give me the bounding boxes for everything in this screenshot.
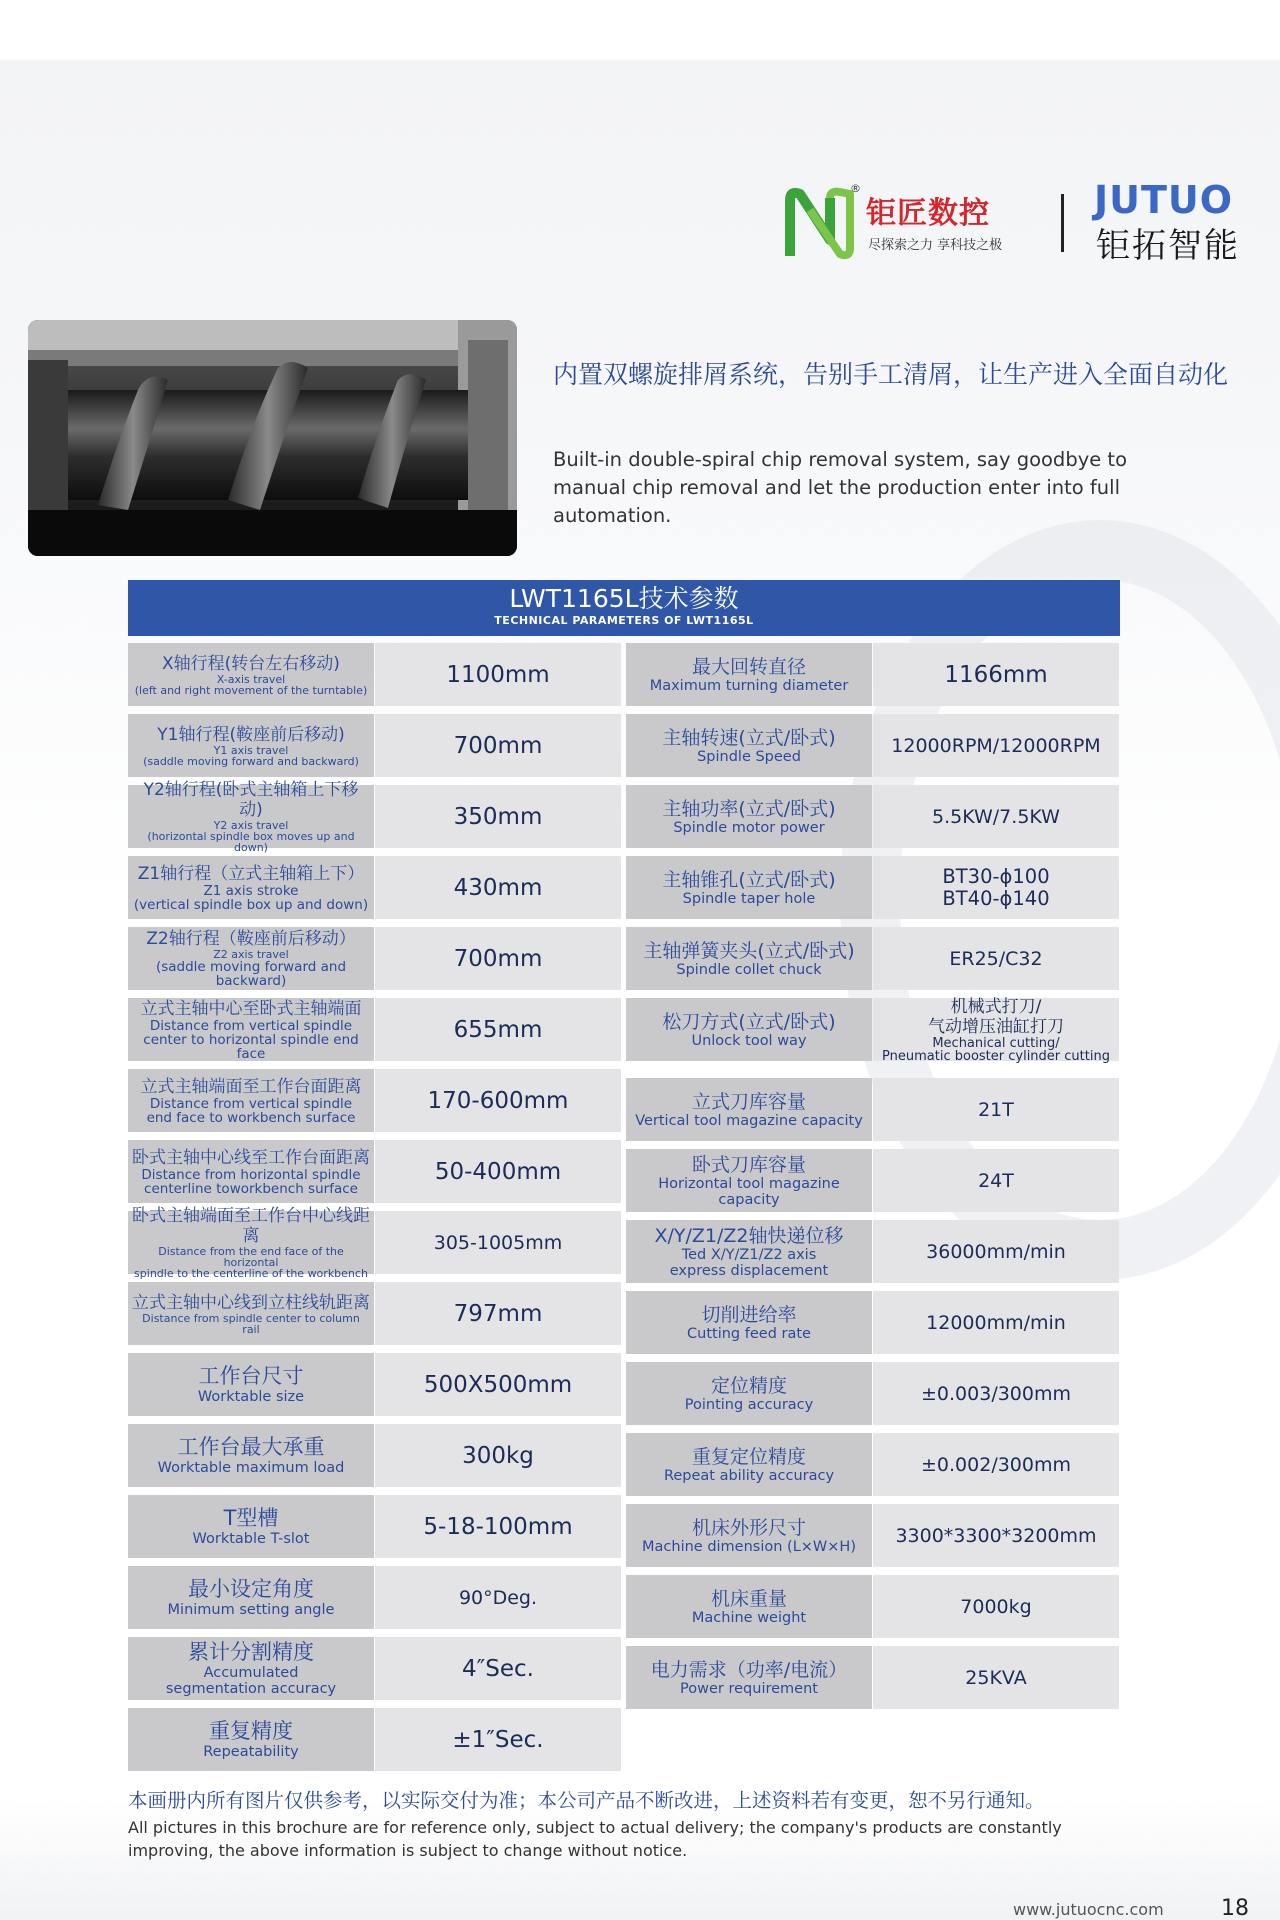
spec-row: [626, 1291, 1119, 1354]
spec-label-en: X-axis travel: [216, 672, 286, 686]
spec-value: 25KVA: [873, 1646, 1119, 1709]
spec-label: [128, 1566, 374, 1629]
spec-label: [626, 1646, 872, 1709]
spec-value: 797mm: [375, 1282, 621, 1345]
spec-label-en: Repeatability: [203, 1744, 299, 1760]
spec-value: 1100mm: [375, 643, 621, 706]
spec-label-cn: 主轴锥孔(立式/卧式): [662, 868, 836, 891]
spec-value: ER25/C32: [873, 927, 1119, 990]
spec-label-en: Power requirement: [680, 1680, 818, 1697]
spec-label: [626, 785, 872, 848]
spec-label: [128, 1140, 374, 1203]
spec-value: 12000mm/min: [873, 1291, 1119, 1354]
spec-label: [626, 1504, 872, 1567]
spec-table-subtitle: TECHNICAL PARAMETERS OF LWT1165L: [494, 614, 754, 627]
spec-label-en: center to horizontal spindle end face: [143, 1031, 359, 1062]
spec-row: [626, 996, 1119, 1064]
spec-row: [626, 1433, 1119, 1496]
spec-label-en: Unlock tool way: [691, 1032, 807, 1049]
spec-label: [626, 1575, 872, 1638]
spec-label-cn: 工作台尺寸: [198, 1364, 304, 1388]
spec-label-en: express displacement: [669, 1262, 829, 1279]
spec-label-cn: 立式主轴端面至工作台面距离: [140, 1076, 362, 1097]
spec-table-title: LWT1165L技术参数: [509, 584, 739, 613]
spec-label: [128, 856, 374, 919]
spec-label-cn: 卧式主轴端面至工作台中心线距离: [132, 1206, 370, 1246]
spec-label: [626, 998, 872, 1061]
spec-label-en: Distance from vertical spindle: [149, 1017, 353, 1034]
spec-label-en: Accumulated: [203, 1665, 299, 1681]
spec-label-en: (saddle moving forward and backward): [155, 959, 347, 989]
spec-label-cn: 定位精度: [710, 1374, 787, 1397]
spec-row: [626, 1646, 1119, 1709]
spec-value-line: 机械式打刀/: [950, 996, 1042, 1017]
spec-label: [626, 1362, 872, 1425]
spec-label-cn: 累计分割精度: [188, 1640, 314, 1664]
spec-label-en: Spindle motor power: [673, 819, 825, 836]
spec-value: [873, 856, 1119, 919]
spec-label: [128, 643, 374, 706]
spec-label-en: Cutting feed rate: [687, 1325, 811, 1342]
spec-row: [128, 1282, 621, 1345]
spec-label: [128, 1282, 374, 1345]
spec-value: 7000kg: [873, 1575, 1119, 1638]
spec-label-en: Distance from horizontal spindle: [141, 1166, 361, 1183]
spec-value-line: Pneumatic booster cylinder cutting: [882, 1048, 1110, 1064]
spec-row: [128, 1566, 621, 1629]
website-link[interactable]: www.jutuocnc.com: [1013, 1900, 1164, 1919]
spec-value: 24T: [873, 1149, 1119, 1212]
spec-label-cn: 立式主轴中心至卧式主轴端面: [140, 998, 362, 1019]
spec-value-line: BT30-ϕ100: [942, 864, 1050, 888]
spec-label-en: Y1 axis travel: [213, 743, 289, 757]
spec-label: [626, 1433, 872, 1496]
spec-label: [626, 1220, 872, 1283]
spec-label-cn: Y1轴行程(鞍座前后移动): [157, 724, 345, 745]
spec-label: [128, 998, 374, 1061]
spec-label: [626, 856, 872, 919]
spec-value: 36000mm/min: [873, 1220, 1119, 1283]
spec-row: [128, 1424, 621, 1487]
spec-row: [128, 1708, 621, 1771]
spec-label-en: spindle to the centerline of the workbench: [134, 1267, 368, 1280]
spec-value: 12000RPM/12000RPM: [873, 714, 1119, 777]
logo-divider: [1061, 194, 1064, 252]
spec-row: [128, 856, 621, 919]
spec-row: [128, 1353, 621, 1416]
spec-row: [128, 1069, 621, 1132]
spec-value: 50-400mm: [375, 1140, 621, 1203]
spec-label: [128, 1069, 374, 1132]
spec-label-cn: 机床重量: [710, 1587, 787, 1610]
spec-value: ±0.003/300mm: [873, 1362, 1119, 1425]
spec-value: 170-600mm: [375, 1069, 621, 1132]
spec-value: 350mm: [375, 785, 621, 848]
spec-label-en: segmentation accuracy: [165, 1681, 337, 1697]
brand-name-cn: 钜拓智能: [1096, 226, 1240, 266]
spec-row: [128, 927, 621, 990]
spec-label-cn: 主轴弹簧夹头(立式/卧式): [643, 939, 855, 962]
spec-label-en: Horizontal tool magazine capacity: [658, 1175, 840, 1208]
spec-label-cn: Z1轴行程（立式主轴箱上下）: [137, 863, 365, 884]
spec-label: [128, 780, 374, 854]
spec-row: [626, 785, 1119, 848]
spec-row: [626, 1078, 1119, 1141]
spec-label: [128, 714, 374, 777]
spec-value: 90°Deg.: [375, 1566, 621, 1629]
spec-label-en: Minimum setting angle: [167, 1602, 335, 1618]
spec-label-en: (horizontal spindle box moves up and down): [147, 830, 355, 854]
spec-value-line: 气动增压油缸打刀: [928, 1016, 1064, 1037]
spec-label-en: (vertical spindle box up and down): [133, 896, 369, 913]
spec-row: [626, 1575, 1119, 1638]
spec-label-cn: T型槽: [223, 1506, 279, 1530]
spec-row: [626, 1220, 1119, 1283]
spec-label: [128, 1353, 374, 1416]
spec-label-en: Pointing accuracy: [684, 1396, 814, 1413]
spec-row: [626, 714, 1119, 777]
spec-row: [128, 780, 621, 854]
spec-label: [626, 1291, 872, 1354]
spec-label: [626, 643, 872, 706]
spec-value: 3300*3300*3200mm: [873, 1504, 1119, 1567]
spec-label: [128, 1708, 374, 1771]
spec-value: 700mm: [375, 714, 621, 777]
spec-label-en: end face to workbench surface: [146, 1109, 356, 1126]
spec-label-en: Machine dimension (L×W×H): [642, 1538, 856, 1555]
spec-label-en: Distance from spindle center to column rail: [142, 1311, 360, 1336]
spec-label-cn: 最小设定角度: [188, 1577, 314, 1601]
spec-label-en: Machine weight: [691, 1609, 807, 1626]
spec-value: 655mm: [375, 998, 621, 1061]
spec-row: [128, 643, 621, 706]
spec-value: 5.5KW/7.5KW: [873, 785, 1119, 848]
spec-value-line: BT40-ϕ140: [942, 886, 1050, 910]
spec-label: [128, 1206, 374, 1280]
spec-row: [128, 714, 621, 777]
spiral-conveyor-image: [28, 320, 517, 556]
spec-label-en: Ted X/Y/Z1/Z2 axis: [681, 1246, 817, 1263]
disclaimer-cn: 本画册内所有图片仅供参考，以实际交付为准；本公司产品不断改进，上述资料若有变更，恕不另行通知。: [128, 1789, 1045, 1812]
disclaimer-en: All pictures in this brochure are for reference only, subject to actual delivery; the company's products are constantly improving, the above information is subject to change without notice.: [128, 1818, 1062, 1860]
spec-label-en: Z2 axis travel: [213, 948, 289, 961]
spec-label-cn: X轴行程(转台左右移动): [162, 653, 340, 674]
spec-label-en: Distance from vertical spindle: [149, 1095, 353, 1112]
spec-label-en: Spindle collet chuck: [676, 961, 822, 978]
spec-label-en: Vertical tool magazine capacity: [635, 1112, 863, 1129]
spec-label-en: (left and right movement of the turntable): [134, 683, 368, 697]
spec-value: 21T: [873, 1078, 1119, 1141]
spec-label-en: centerline toworkbench surface: [144, 1180, 358, 1197]
spec-row: [626, 856, 1119, 919]
spec-label: [128, 927, 374, 990]
spec-row: [626, 1149, 1119, 1212]
spec-value: 300kg: [375, 1424, 621, 1487]
jujiang-logo-icon: [784, 186, 864, 260]
spec-label-en: Y2 axis travel: [213, 819, 289, 832]
spec-row: [128, 998, 621, 1061]
spec-value: 430mm: [375, 856, 621, 919]
spec-label-cn: 切削进给率: [701, 1303, 797, 1326]
spec-label-en: Worktable maximum load: [157, 1460, 345, 1476]
spec-label-cn: 主轴功率(立式/卧式): [662, 797, 836, 820]
spec-value-line: Mechanical cutting/: [932, 1035, 1060, 1051]
spec-label: [128, 1637, 374, 1700]
spec-label-cn: X/Y/Z1/Z2轴快递位移: [654, 1224, 844, 1247]
spec-value: ±1″Sec.: [375, 1708, 621, 1771]
spec-label-en: (saddle moving forward and backward): [143, 754, 359, 768]
spec-label-cn: Z2轴行程（鞍座前后移动）: [146, 929, 356, 949]
spec-label-en: Worktable T-slot: [192, 1531, 310, 1547]
spec-row: [128, 1495, 621, 1558]
spec-row: [626, 927, 1119, 990]
registered-mark: ®: [850, 182, 861, 195]
spec-label: [626, 1078, 872, 1141]
spec-value: 1166mm: [873, 643, 1119, 706]
spec-row: [128, 1140, 621, 1203]
spec-label: [626, 927, 872, 990]
spec-table-header: [128, 580, 1120, 636]
spec-label-cn: 重复定位精度: [691, 1445, 806, 1468]
spec-row: [626, 643, 1119, 706]
feature-description-en: Built-in double-spiral chip removal system, say goodbye to manual chip removal and let the production enter into full automation.: [553, 448, 1128, 527]
spec-label-en: Distance from the end face of the horizontal: [158, 1245, 344, 1269]
spec-row: [626, 1362, 1119, 1425]
spec-label-en: Spindle taper hole: [682, 890, 816, 907]
jujiang-logo: [784, 182, 1014, 260]
spec-value: 4″Sec.: [375, 1637, 621, 1700]
spec-label-cn: 主轴转速(立式/卧式): [662, 726, 836, 749]
spec-row: [128, 1206, 621, 1280]
spec-label-cn: 立式刀库容量: [691, 1090, 806, 1113]
spec-value: [873, 996, 1119, 1064]
brand-name-en: JUTUO: [1094, 178, 1234, 222]
spec-label: [128, 1495, 374, 1558]
logo-slogan: 尽探索之力 享科技之极: [868, 238, 1003, 253]
spec-label-cn: 机床外形尺寸: [691, 1516, 806, 1539]
feature-title-cn: 内置双螺旋排屑系统，告别手工清屑，让生产进入全面自动化: [553, 360, 1229, 389]
spec-value: 700mm: [375, 927, 621, 990]
spec-label-cn: 电力需求（功率/电流）: [650, 1658, 848, 1681]
spec-label-en: Repeat ability accuracy: [663, 1467, 835, 1484]
spec-value: ±0.002/300mm: [873, 1433, 1119, 1496]
spec-label-en: Spindle Speed: [697, 748, 801, 765]
spec-value: 5-18-100mm: [375, 1495, 621, 1558]
spec-label-cn: 卧式刀库容量: [691, 1153, 806, 1176]
spec-label-cn: 重复精度: [209, 1719, 293, 1743]
spec-label-cn: 松刀方式(立式/卧式): [662, 1010, 836, 1033]
spec-row: [128, 1637, 621, 1700]
spec-label: [128, 1424, 374, 1487]
spec-value: 305-1005mm: [375, 1211, 621, 1274]
chip-conveyor-photo: [28, 320, 517, 556]
spec-label: [626, 1149, 872, 1212]
spec-label-en: Maximum turning diameter: [649, 677, 849, 694]
spec-label-cn: 最大回转直径: [691, 655, 806, 678]
spec-label-cn: 卧式主轴中心线至工作台面距离: [132, 1147, 370, 1168]
spec-label-cn: Y2轴行程(卧式主轴箱上下移动): [143, 780, 359, 820]
spec-label-cn: 立式主轴中心线到立柱线轨距离: [132, 1292, 370, 1313]
spec-label-en: Worktable size: [197, 1389, 305, 1405]
spec-row: [626, 1504, 1119, 1567]
logo-name: 钜匠数控: [866, 196, 990, 231]
spec-label-cn: 工作台最大承重: [177, 1435, 325, 1459]
spec-label: [626, 714, 872, 777]
page-number: 18: [1221, 1896, 1249, 1920]
spec-label-en: Z1 axis stroke: [203, 882, 299, 899]
spec-value: 500X500mm: [375, 1353, 621, 1416]
